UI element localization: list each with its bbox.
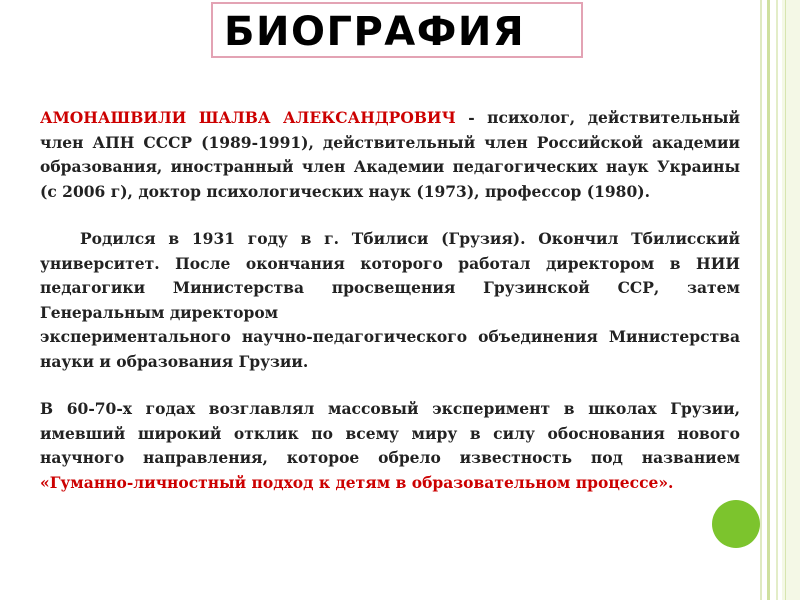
- paragraph-experiment: [40, 397, 740, 495]
- person-name: АМОНАШВИЛИ ШАЛВА АЛЕКСАНДРОВИЧ: [40, 108, 456, 127]
- decor-stripe: [776, 0, 778, 600]
- experiment-text: В 60-70-х годах возглавлял массовый эксперимент в школах Грузии, имевший широкий отклик по всему миру в силу обоснования нового научного направления, которое обрело известность под названием: [40, 399, 740, 467]
- decor-circle: [712, 500, 760, 548]
- approach-name: «Гуманно-личностный подход к детям в образовательном процессе».: [40, 472, 674, 492]
- paragraph-birth: Родился в 1931 году в г. Тбилиси (Грузия). Окончил Тбилисский университет. После окончания которого работал директором в НИИ педагогики Министерства просвещения Грузинской ССР, затем Генеральным директором: [40, 229, 740, 322]
- biography-text: [40, 106, 740, 495]
- decor-stripe: [785, 0, 786, 600]
- decor-stripe: [760, 0, 762, 600]
- title-box: [211, 2, 583, 58]
- intro-text: - психолог, действительный член АПН СССР (1989-1991), действительный член Российской академии образования, иностранный член Академии педагогических наук Украины (с 2006 г), доктор психологических наук (1973), профессор (1980).: [40, 108, 741, 201]
- slide-title: БИОГРАФИЯ: [224, 9, 526, 55]
- decor-stripe: [767, 0, 770, 600]
- paragraph-career: экспериментального научно-педагогического объединения Министерства науки и образования Грузии.: [40, 327, 740, 371]
- paragraph-intro: [40, 106, 740, 204]
